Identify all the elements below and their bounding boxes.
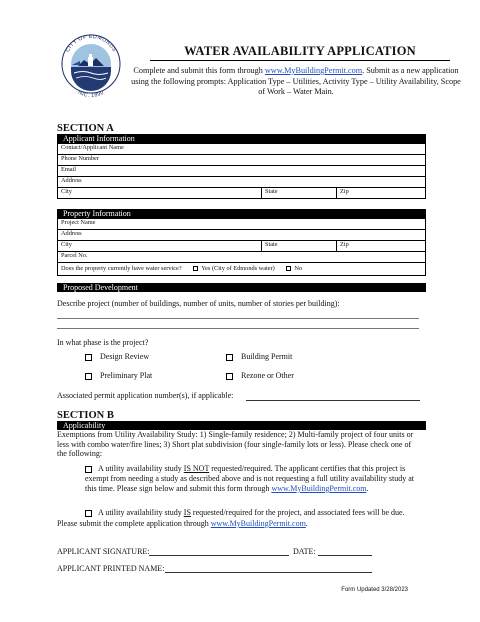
- phone-field[interactable]: Phone Number: [58, 155, 426, 166]
- preliminary-plat-checkbox[interactable]: [85, 373, 92, 380]
- design-review-checkbox[interactable]: [85, 354, 92, 361]
- proposed-development-bar: Proposed Development: [57, 283, 426, 292]
- no-label: No: [294, 265, 303, 272]
- associated-permit-label: Associated permit application number(s), if applicable:: [57, 391, 234, 400]
- applicant-signature-line[interactable]: [149, 555, 289, 556]
- no-checkbox[interactable]: [286, 266, 291, 271]
- zip-field[interactable]: Zip: [337, 188, 426, 199]
- water-service-question: Does the property currently have water service?: [61, 265, 182, 272]
- section-a-heading: SECTION A: [57, 123, 114, 134]
- phase-design-review[interactable]: Design Review: [85, 352, 149, 362]
- applicant-info-bar: Applicant Information: [57, 134, 426, 143]
- requested-checkbox[interactable]: [85, 510, 92, 517]
- address-field[interactable]: Address: [58, 177, 426, 188]
- building-permit-checkbox[interactable]: [226, 354, 233, 361]
- property-address-field[interactable]: Address: [58, 230, 426, 241]
- phase-building-permit[interactable]: Building Permit: [226, 352, 292, 362]
- email-field[interactable]: Email: [58, 166, 426, 177]
- rezone-other-checkbox[interactable]: [226, 373, 233, 380]
- describe-line-1[interactable]: [57, 318, 419, 319]
- contact-name-field[interactable]: Contact/Applicant Name: [58, 144, 426, 155]
- property-zip-field[interactable]: Zip: [337, 241, 426, 252]
- mybuildingpermit-link[interactable]: www.MyBuildingPermit.com: [264, 66, 363, 75]
- parcel-field[interactable]: Parcel No.: [58, 252, 426, 263]
- date-line[interactable]: [318, 555, 372, 556]
- state-field[interactable]: State: [262, 188, 337, 199]
- printed-name-label: APPLICANT PRINTED NAME:: [57, 564, 165, 573]
- property-info-bar: Property Information: [57, 209, 426, 218]
- project-name-field[interactable]: Project Name: [58, 219, 426, 230]
- page-title: WATER AVAILABILITY APPLICATION: [184, 44, 416, 58]
- mybuildingpermit-link-3[interactable]: www.MyBuildingPermit.com: [210, 519, 306, 528]
- not-requested-checkbox[interactable]: [85, 466, 92, 473]
- describe-project-prompt: Describe project (number of buildings, number of units, number of stories per building):: [57, 299, 340, 308]
- mybuildingpermit-link-2[interactable]: www.MyBuildingPermit.com: [271, 484, 367, 493]
- yes-checkbox[interactable]: [193, 266, 198, 271]
- option-requested: A utility availability study IS requested/required for the project, and associated fees will be due. Please submit the complete application through www.MyBuildingPermit.com.: [57, 508, 405, 528]
- water-service-row: [58, 263, 426, 276]
- phase-preliminary-plat[interactable]: Preliminary Plat: [85, 371, 152, 381]
- applicant-info-table: [57, 143, 426, 199]
- section-b-heading: SECTION B: [57, 410, 114, 421]
- applicant-signature-label: APPLICANT SIGNATURE:: [57, 547, 150, 556]
- svg-text:INC. 1890: [77, 90, 106, 99]
- date-label: DATE:: [293, 547, 316, 556]
- seal-top-text: CITY OF EDMONDS: [64, 33, 118, 54]
- applicability-bar: Applicability: [57, 421, 426, 430]
- intro-text: Complete and submit this form through www.MyBuildingPermit.com. Submit as a new application using the following prompts: Application Type – Utilities, Activity Type – Utility Availability, Scope of Work – Water Main.: [131, 66, 461, 96]
- seal-bottom-text: INC. 1890: [76, 89, 106, 100]
- exemptions-text: Exemptions from Utility Availability Study: 1) Single-family residence; 2) Multi-family project of four units or less with combo water/fire lines; 3) Short plat subdivision (four single-family lots or less). Please check one of the following:: [57, 430, 414, 458]
- title-underline: [150, 60, 450, 61]
- option-not-requested: A utility availability study IS NOT requested/required. The applicant certifies that this project is exempt from needing a study as described above and is not requesting a full utility availability study at this time. Please sign below and submit this form through www.MyBuildingPermit.com.: [85, 464, 415, 493]
- phase-question: In what phase is the project?: [57, 338, 149, 347]
- property-info-table: [57, 218, 426, 276]
- property-city-field[interactable]: City: [58, 241, 262, 252]
- printed-name-line[interactable]: [165, 572, 372, 573]
- property-state-field[interactable]: State: [262, 241, 337, 252]
- describe-line-2[interactable]: [57, 328, 419, 329]
- form-updated-date: Form Updated 3/28/2023: [341, 587, 408, 593]
- yes-label: Yes (City of Edmonds water): [201, 265, 275, 272]
- city-field[interactable]: City: [58, 188, 262, 199]
- city-seal-logo: [58, 27, 124, 107]
- phase-rezone-other[interactable]: Rezone or Other: [226, 371, 294, 381]
- associated-permit-input[interactable]: [246, 400, 420, 401]
